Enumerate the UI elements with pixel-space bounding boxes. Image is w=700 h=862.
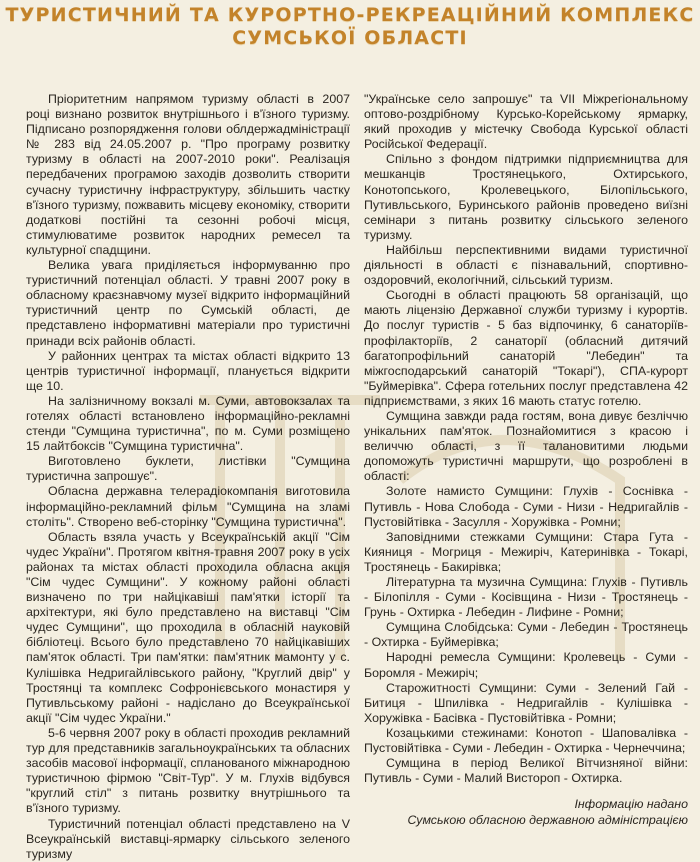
credit-line-1: Інформацію надано xyxy=(574,797,688,812)
right-paragraph: Старожитності Сумщини: Суми - Зелений Гай - Битиця - Шпилівка - Недригайлів - Кулішівка - Хоружівка - Басівка - Пустовійтівка - Ромни; xyxy=(364,680,688,725)
right-paragraph: Сумщина завжди рада гостям, вона дивує безліччю унікальних пам'яток. Познайомитися з красою і величчю області, з її талановитими людьми допоможуть туристичні маршрути, що розроблені в області: xyxy=(364,408,688,484)
right-paragraph: Козацькими стежинами: Конотоп - Шаповалівка - Пустовійтівка - Суми - Лебедин - Охтирка - Чернеччина; xyxy=(364,725,688,756)
left-paragraph: Обласна державна телерадіокомпанія виготовила інформаційно-рекламний фільм "Сумщина на зламі століть". Створено веб-сторінку "Сумщина туристична". xyxy=(26,484,350,529)
right-paragraph: Сьогодні в області працюють 58 організацій, що мають ліцензію Державної служби туризму і курортів. До послуг туристів - 5 баз відпочинку, 6 санаторіїв-профілакторіїв, 2 санаторії (обласний дитячий багатопрофільний санаторій "Лебедин" та міжгосподарський санаторій "Токарі"), СПА-курорт "Буймерівка". Сфера готельних послуг представлена 42 підприємствами, з яких 16 мають статус готелю. xyxy=(364,288,688,408)
page-title-line-2: СУМСЬКОЇ ОБЛАСТІ xyxy=(232,27,468,49)
left-paragraph: Пріоритетним напрямом туризму області в 2007 році визнано розвиток внутрішнього і в'їзного туризму. Підписано розпорядження голови облдержадміністрації № 283 від 24.05.2007 р. "Про програму розвитку туризму в області на 2007-2010 роки". Реалізація передбачених програмою заходів дозволить створити сучасну туристичну інфраструктуру, збільшить частку в'їзного туризму, пожвавить місцеву економіку, створити додаткові постійні та сезонні робочі місця, стимулюватиме розвиток народних ремесел та культурної спадщини. xyxy=(26,92,350,257)
left-paragraph: Велика увага приділяється інформуванню про туристичний потенціал області. У травні 2007 року в обласному краєзнавчому музеї відкрито інформаційний туристичний центр по Сумській області, де представлено інформативні матеріали про туристичні принади всіх районів області. xyxy=(26,258,350,348)
right-paragraph: Заповідними стежками Сумщини: Стара Гута - Кияниця - Могриця - Межиріч, Катеринівка - Токарі, Тростянець - Бакирівка; xyxy=(364,529,688,574)
article-body xyxy=(26,92,688,861)
left-paragraph: У районних центрах та містах області відкрито 13 центрів туристичної інформації, планується відкрити ще 10. xyxy=(26,348,350,393)
right-column xyxy=(364,92,688,828)
credit-line-2: Сумською обласною державною адміністрацією xyxy=(407,813,688,828)
right-paragraph: Сумщина в період Великої Вітчизняної війни: Путивль - Суми - Малий Вистороп - Охтирка. xyxy=(364,756,688,786)
left-column xyxy=(26,92,350,861)
left-paragraph: Туристичний потенціал області представлено на V Всеукраїнській виставці-ярмарку сільського зеленого туризму xyxy=(26,816,350,861)
right-column-continuation: "Українське село запрошує" та VII Міжрегіональному оптово-роздрібному Курсько-Корейському ярмарку, який проходив у містечку Свобода Курської області Російської Федерації. xyxy=(364,92,688,152)
source-credit xyxy=(364,796,688,828)
right-paragraph: Найбільш перспективними видами туристичної діяльності в області є пізнавальний, спортивно-оздоровчий, екологічний, сільський туризм. xyxy=(364,242,688,288)
left-paragraph: 5-6 червня 2007 року в області проходив рекламний тур для представників загальноукраїнських та обласних засобів масової інформації, спланованого міжнародною туристичною фірмою "Світ-Тур". У м. Глухів відбувся "круглий стіл" з питань розвитку внутрішнього та в'їзного туризму. xyxy=(26,725,350,816)
right-paragraph: Літературна та музична Сумщина: Глухів - Путивль - Білопілля - Суми - Косівщина - Низи - Тростянець - Грунь - Охтирка - Лебедин - Лифине - Ромни; xyxy=(364,575,688,620)
right-paragraph: Народні ремесла Сумщини: Кролевець - Суми - Боромля - Межиріч; xyxy=(364,650,688,680)
right-paragraph: Сумщина Слобідська: Суми - Лебедин - Тростянець - Охтирка - Буймерівка; xyxy=(364,620,688,650)
page-header xyxy=(0,4,700,50)
page-title-line-1: ТУРИСТИЧНИЙ ТА КУРОРТНО-РЕКРЕАЦІЙНИЙ КОМПЛЕКС xyxy=(5,4,695,26)
right-paragraph: Золоте намисто Сумщини: Глухів - Соснівка - Путивль - Нова Слобода - Суми - Низи - Недригайлів - Пустовійтівка - Засулля - Хоружівка - Ромни; xyxy=(364,484,688,529)
left-paragraph: Область взяла участь у Всеукраїнській акції "Сім чудес України". Протягом квітня-травня 2007 року в усіх районах та містах області проходила обласна акція "Сім чудес Сумщини". У кожному районі області визначено по три найцікавіші пам'ятки історії та архітектури, які було представлено на виставці "Сім чудес Сумщини", що проходила в обласній науковій бібліотеці. Всього було представлено 70 найцікавіших пам'яток області. Три пам'ятки: пам'ятник мамонту у с. Кулішівка Недригайлівського району, "Круглий двір" у Тростянці та комплекс Софронієвського монастиря у Путивльському районі - надіслано до Всеукраїнської акції "Сім чудес України." xyxy=(26,529,350,725)
right-paragraph: Спільно з фондом підтримки підприємництва для мешканців Тростянецького, Охтирського, Конотопського, Кролевецького, Білопільського, Путивльського, Буринського районів проведено виїзні семінари з питань розвитку сільського зеленого туризму. xyxy=(364,152,688,242)
left-paragraph: Виготовлено буклети, листівки "Сумщина туристична запрошує". xyxy=(26,454,350,484)
left-paragraph: На залізничному вокзалі м. Суми, автовокзалах та готелях області встановлено інформаційно-рекламні стенди "Сумщина туристична", по м. Суми розміщено 15 лайтбоксів "Сумщина туристична". xyxy=(26,393,350,454)
